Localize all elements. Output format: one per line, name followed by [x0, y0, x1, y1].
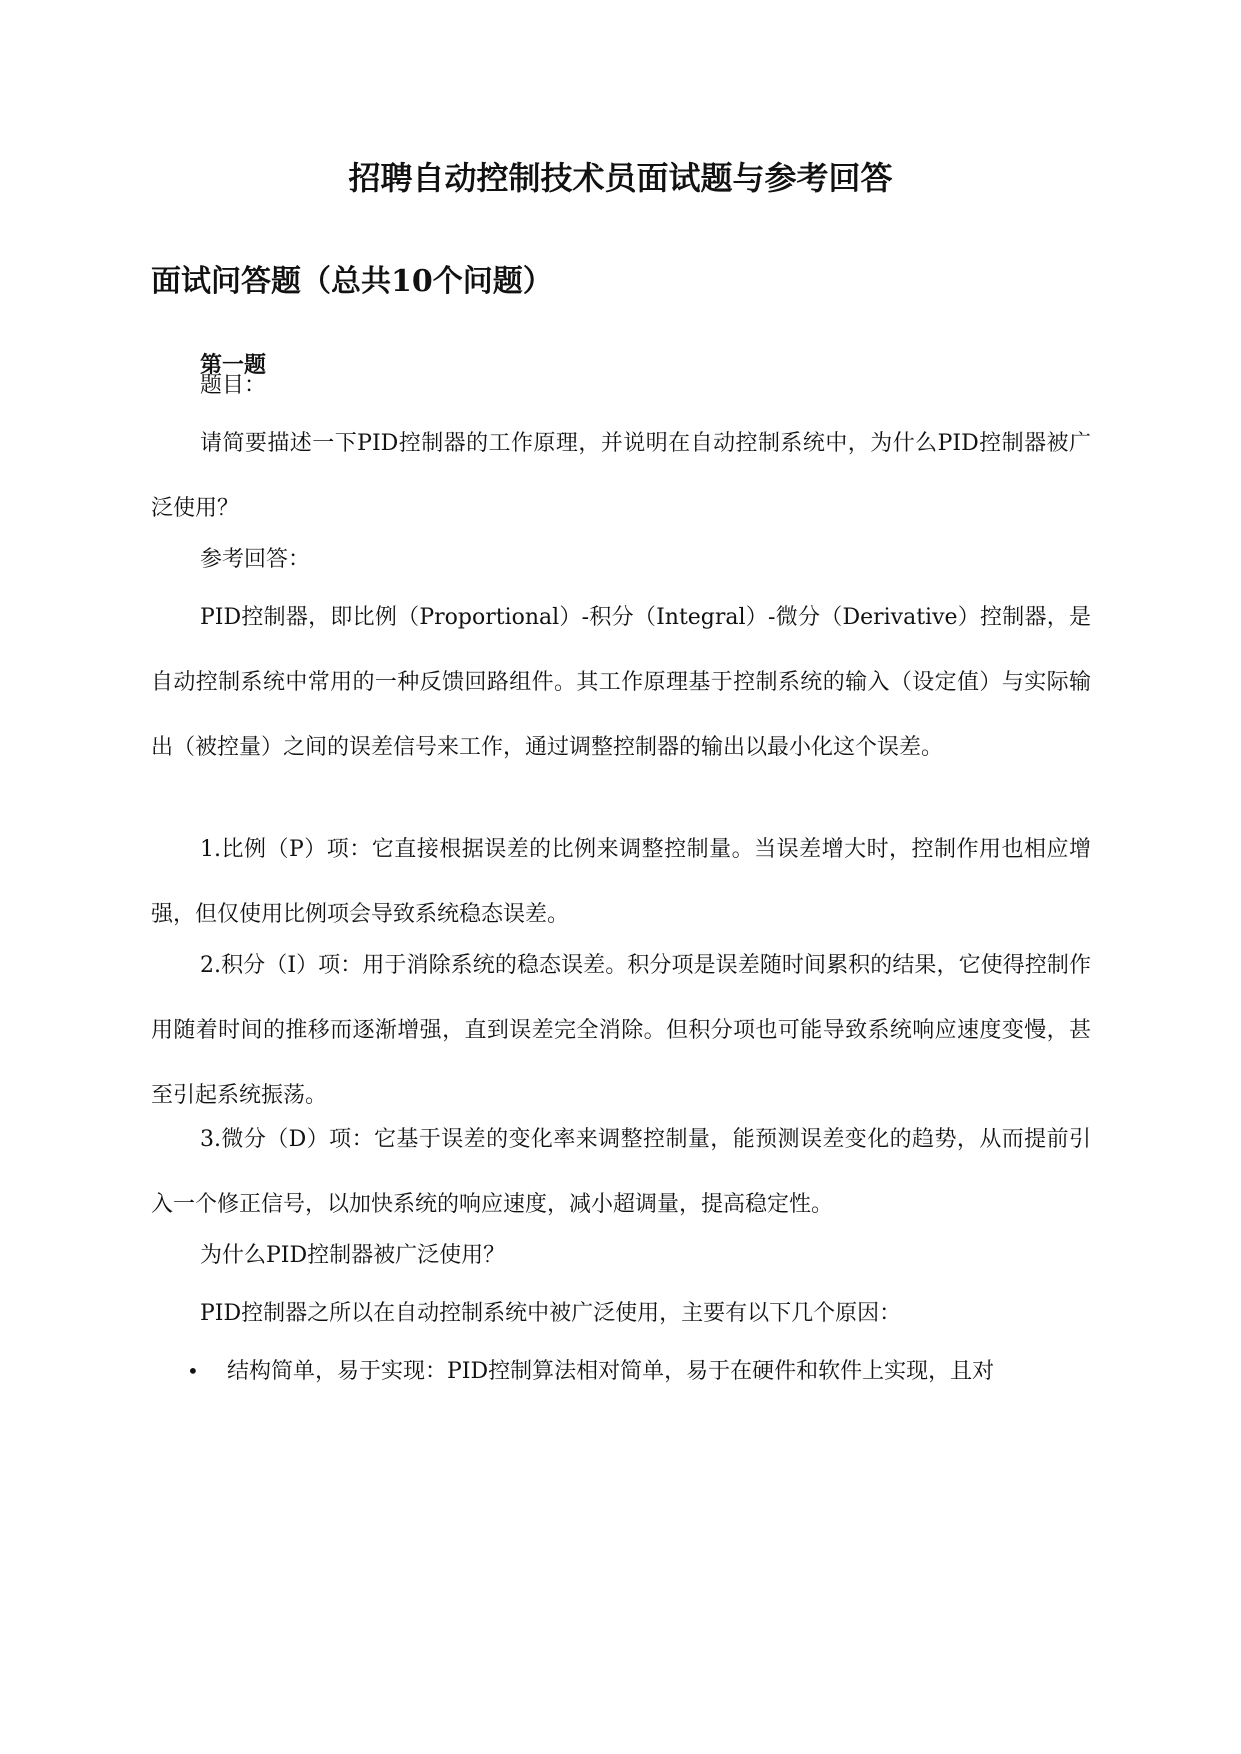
document-title: 招聘自动控制技术员面试题与参考回答	[348, 159, 893, 197]
answer-paragraph: 2.积分（I）项：用于消除系统的稳态误差。积分项是误差随时间累积的结果，它使得控制作用随着时间的推移而逐渐增强，直到误差完全消除。但积分项也可能导致系统响应速度变慢，甚至引起系统振荡。	[151, 953, 1091, 1108]
bullet-icon: •	[187, 1359, 199, 1383]
answer-paragraph: PID控制器，即比例（Proportional）-积分（Integral）-微分（Derivative）控制器，是自动控制系统中常用的一种反馈回路组件。其工作原理基于控制系统的输入（设定值）与实际输出（被控量）之间的误差信号来工作，通过调整控制器的输出以最小化这个误差。	[151, 605, 1091, 760]
question-text: 请简要描述一下PID控制器的工作原理，并说明在自动控制系统中，为什么PID控制器被广泛使用？	[151, 431, 1091, 521]
answer-label: 参考回答：	[200, 547, 311, 572]
list-item	[151, 1339, 1091, 1404]
answer-paragraph: 1.比例（P）项：它直接根据误差的比例来调整控制量。当误差增大时，控制作用也相应增强，但仅使用比例项会导致系统稳态误差。	[151, 837, 1091, 927]
list-item-text: 结构简单，易于实现：PID控制算法相对简单，易于在硬件和软件上实现，且对	[227, 1359, 995, 1384]
question-heading: 第一题	[200, 352, 267, 378]
section-heading: 面试问答题（总共10个问题）	[151, 264, 553, 299]
question-label: 题目：	[200, 373, 267, 398]
answer-paragraph: 为什么PID控制器被广泛使用？	[200, 1243, 506, 1268]
answer-paragraph: PID控制器之所以在自动控制系统中被广泛使用，主要有以下几个原因：	[200, 1301, 902, 1326]
answer-paragraph: 3.微分（D）项：它基于误差的变化率来调整控制量，能预测误差变化的趋势，从而提前引入一个修正信号，以加快系统的响应速度，减小超调量，提高稳定性。	[151, 1127, 1091, 1217]
